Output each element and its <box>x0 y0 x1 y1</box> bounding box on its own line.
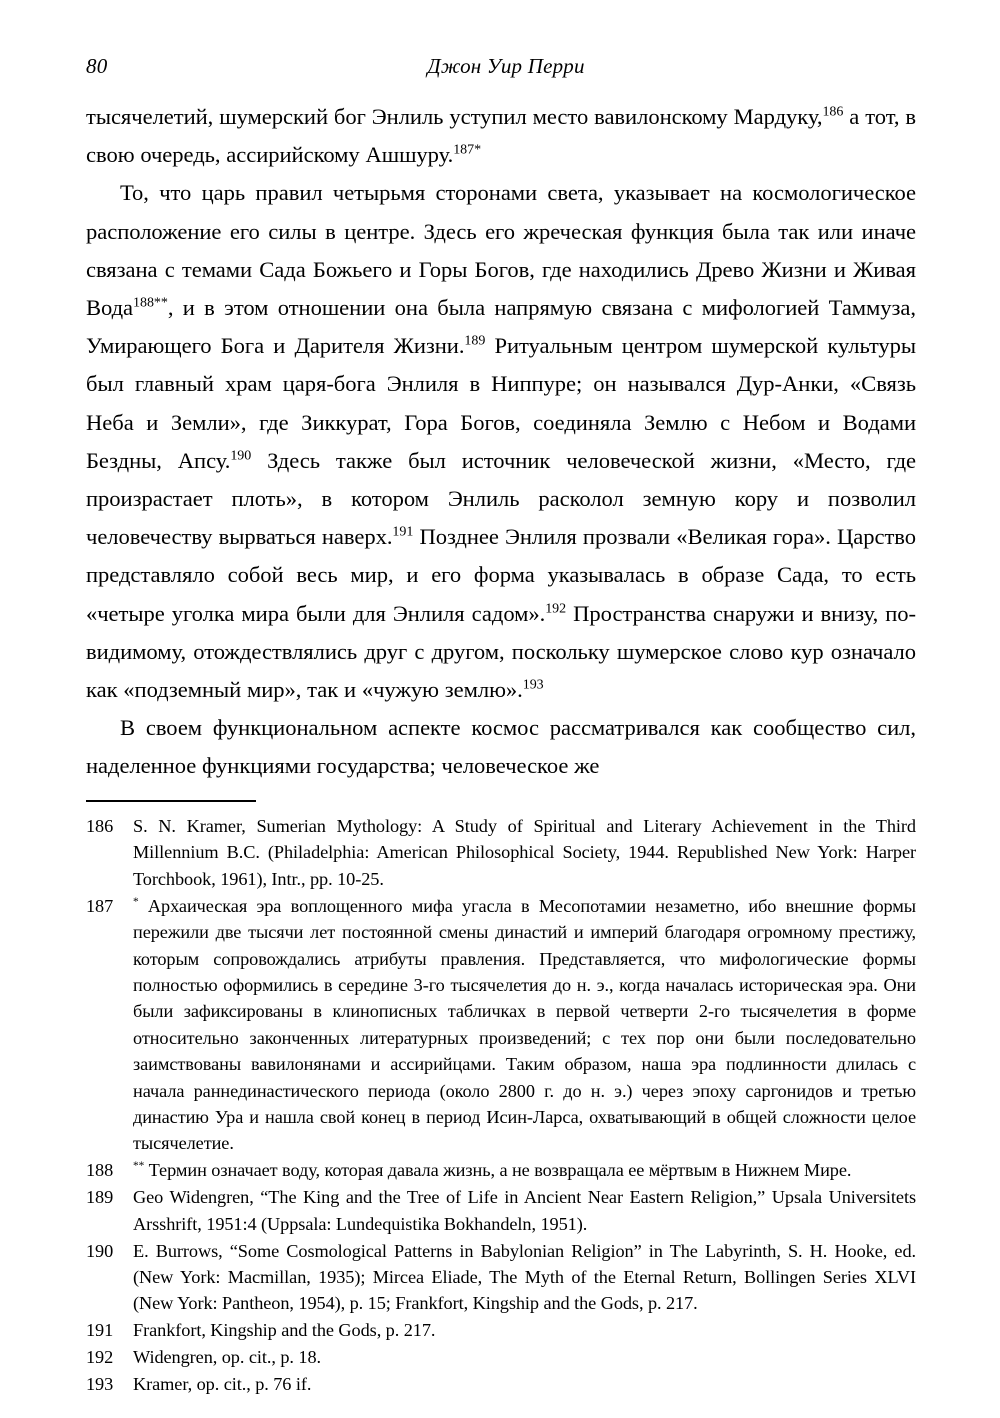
footnote-number[interactable]: 186 <box>86 816 114 836</box>
footnote-entry <box>86 813 916 892</box>
footnote-number[interactable]: 189 <box>86 1187 114 1208</box>
footnote-text: Kramer, op. cit., p. 76 if. <box>133 1374 312 1395</box>
paragraph-text: То, что царь правил четырьмя сторонами света, указывает на космологическое расположение его силы в центре. Здесь его жреческая функция была так или иначе связана с темами Сада Божьего и Горы Богов, где находились Древо Жизни и Живая Вода <box>86 180 916 321</box>
body-text <box>86 98 916 786</box>
footnote-number[interactable]: 191 <box>86 1320 114 1341</box>
footnote-reference[interactable]: 188** <box>133 295 168 311</box>
footnote-text: Термин означает воду, которая давала жизнь, а не возвращала ее мёртвым в Нижнем Мире. <box>148 1160 852 1181</box>
footnote-number[interactable]: 192 <box>86 1347 114 1368</box>
footnote-number[interactable]: 188 <box>86 1160 114 1181</box>
body-paragraph <box>86 174 916 709</box>
footnote-entry <box>86 1371 916 1397</box>
footnote-text: E. Burrows, “Some Cosmological Patterns in Babylonian Religion” in The Labyrinth, S. H. Hooke, ed. (New York: Macmillan, 1935); Mircea Eliade, The Myth of the Eternal Return, Bollingen Series XLVI (New York: Pantheon, 1954), p. 15; Frankfort, Kingship and the Gods, p. 217. <box>133 1240 916 1314</box>
paragraph-text: тысячелетий, шумерский бог Энлиль уступил место вавилонскому Мардуку, <box>86 104 823 129</box>
footnote-text: S. N. Kramer, Sumerian Mythology: A Study of Spiritual and Literary Achievement in the Third Millennium B.C. (Philadelphia: American Philosophical Society, 1944. Republished New York: Harper Torchbook, 1961), Intr., pp. 10-25. <box>133 816 916 889</box>
footnote-entry <box>86 1344 916 1370</box>
footnote-reference[interactable]: 189 <box>464 333 486 349</box>
running-head <box>86 52 916 92</box>
footnote-text: Geo Widengren, “The King and the Tree of Life in Ancient Near Eastern Religion,” Upsala Universitets Arsshrift, 1951:4 (Uppsala: Lundequistika Bokhandeln, 1951). <box>133 1187 916 1234</box>
footnote-section <box>86 800 916 1398</box>
page-content <box>86 52 916 786</box>
footnote-mark: * <box>133 895 139 908</box>
paragraph-text: Пространства снаружи и внизу, по-видимому, отождествлялись друг с другом, поскольку шумерское слово кур означало как «подземный мир», так и «чужую землю». <box>86 600 916 703</box>
paragraph-text: , и в этом отношении она была напрямую связана с мифологией Таммуза, Умирающего Бога и Дарителя Жизни. <box>86 295 916 359</box>
paragraph-text: Позднее Энлиля прозвали «Великая гора». Царство представляло собой весь мир, и его форма указывалась в образе Сада, то есть «четыре уголка мира были для Энлиля садом». <box>86 524 916 626</box>
paragraph-text: а тот, в свою очередь, ассирийскому Ашшуру. <box>86 104 916 168</box>
footnote-number[interactable]: 187 <box>86 895 114 916</box>
body-paragraph <box>86 709 916 785</box>
paragraph-text: Здесь также был источник человеческой жизни, «Место, где произрастает плоть», в котором Энлиль расколол земную кору и позволил человечеству вырваться наверх. <box>86 447 916 550</box>
footnote-body <box>133 1187 916 1233</box>
footnote-entry <box>86 893 916 1157</box>
footnote-separator-rule <box>86 800 256 802</box>
footnote-number[interactable]: 193 <box>86 1374 114 1395</box>
footnote-text: Widengren, op. cit., p. 18. <box>133 1347 321 1368</box>
footnote-reference[interactable]: 192 <box>545 601 567 617</box>
footnote-reference[interactable]: 186 <box>822 104 844 120</box>
footnote-entry <box>86 1184 916 1237</box>
page-number: 80 <box>86 54 108 78</box>
body-paragraph <box>86 98 916 174</box>
footnote-text: Frankfort, Kingship and the Gods, p. 217. <box>133 1320 436 1341</box>
running-title: Джон Уир Перри <box>427 54 585 78</box>
footnote-body <box>133 1320 435 1340</box>
footnote-reference[interactable]: 193 <box>522 677 544 693</box>
footnote-reference[interactable]: 191 <box>392 524 414 540</box>
footnote-entry <box>86 1238 916 1317</box>
footnote-reference[interactable]: 187* <box>453 142 482 158</box>
paragraph-text: Ритуальным центром шумерской культуры был главный храм царя-бога Энлиля в Ниппуре; он назывался Дур-Анки, «Связь Неба и Земли», где Зиккурат, Гора Богов, соединяла Землю с Небом и Водами Бездны, Апсу. <box>86 333 916 473</box>
footnote-entry <box>86 1157 916 1183</box>
footnote-body <box>133 1347 321 1367</box>
footnote-reference[interactable]: 190 <box>230 448 252 464</box>
paragraph-text: В своем функциональном аспекте космос рассматривался как сообщество сил, наделенное функциями государства; человеческое же <box>86 715 916 779</box>
footnote-number[interactable]: 190 <box>86 1240 114 1261</box>
footnote-body <box>133 1374 311 1394</box>
footnote-entry <box>86 1317 916 1343</box>
footnote-body <box>133 896 916 1154</box>
footnote-body <box>133 1241 916 1314</box>
footnote-body <box>133 816 916 889</box>
footnote-mark: ** <box>133 1160 145 1173</box>
footnote-text: Архаическая эра воплощенного мифа угасла в Месопотамии незаметно, ибо внешние формы пережили две тысячи лет постоянной смены династий и империй благодаря огромному престижу, которым сопровождались атрибуты правления. Представляется, что мифологические формы полностью оформились в середине 3-го тысячелетия до н. э., когда началась историческая эра. Они были зафиксированы в клинописных табличках в первой четверти 2-го тысячелетия в форме относительно законченных литературных произведений; с тех пор они были последовательно заимствованы вавилонянами и ассирийцами. Таким образом, наша эра подлинности длилась с начала раннединастического периода (около 2800 г. до н. э.) через эпоху саргонидов и третью династию Ура и нашла свой конец в период Исин-Ларса, охватывающий в общей сложности целое тысячелетие. <box>133 895 916 1154</box>
footnote-body <box>133 1160 851 1180</box>
